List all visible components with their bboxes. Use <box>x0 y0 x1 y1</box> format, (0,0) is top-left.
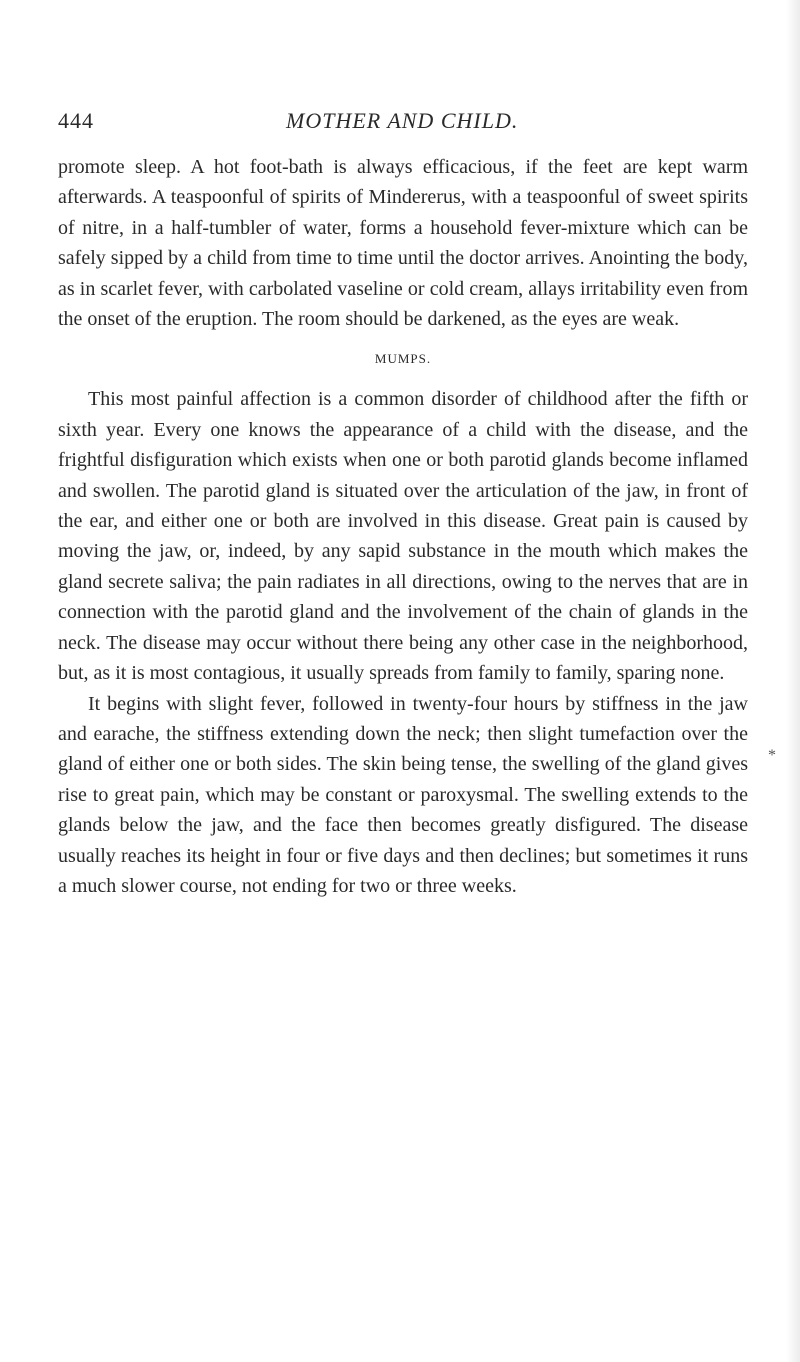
paragraph-mumps-course: It begins with slight fever, followed in twenty-four hours by stiffness in the jaw and earache, the stiffness extending down the neck; then slight tumefaction over the gland of either one or both sides. The skin being tense, the swelling of the gland gives rise to great pain, which may be constant or paroxysmal. The swelling extends to the glands below the jaw, and the face then becomes greatly disfigured. The disease usually reaches its height in four or five days and then declines; but sometimes it runs a much slower course, not ending for two or three weeks. <box>58 692 748 897</box>
paragraph-fever-care: promote sleep. A hot foot-bath is always efficacious, if the feet are kept warm afterwards. A teaspoonful of spirits of Mindererus, with a teaspoonful of sweet spirits of nitre, in a half-tumbler of water, forms a household fever-mixture which can be safely sipped by a child from time to time until the doctor arrives. Anointing the body, as in scarlet fever, with carbolated vaseline or cold cream, allays irritability even from the onset of the eruption. The room should be darkened, as the eyes are weak. <box>58 156 748 331</box>
page-number: 444 <box>58 108 94 133</box>
section-heading-mumps: MUMPS. <box>374 351 432 367</box>
body-text <box>58 152 748 901</box>
paragraph-mumps-description: This most painful affection is a common disorder of childhood after the fifth or sixth year. Every one knows the appearance of a child with the disease, and the frightful disfiguration which exists when one or both parotid glands become inflamed and swollen. The parotid gland is situated over the articulation of the jaw, in front of the ear, and either one or both are involved in this disease. Great pain is caused by moving the jaw, or, indeed, by any sapid substance in the mouth which makes the gland secrete saliva; the pain radiates in all directions, owing to the nerves that are in connection with the parotid gland and the involvement of the chain of glands in the neck. The disease may occur without there being any other case in the neighborhood, but, as it is most contagious, it usually spreads from family to family, sparing none. <box>58 388 748 685</box>
running-title: MOTHER AND CHILD. <box>286 108 519 133</box>
page-edge-shadow <box>786 0 800 1362</box>
margin-asterisk-mark: * <box>768 747 776 764</box>
page-header <box>58 108 746 138</box>
